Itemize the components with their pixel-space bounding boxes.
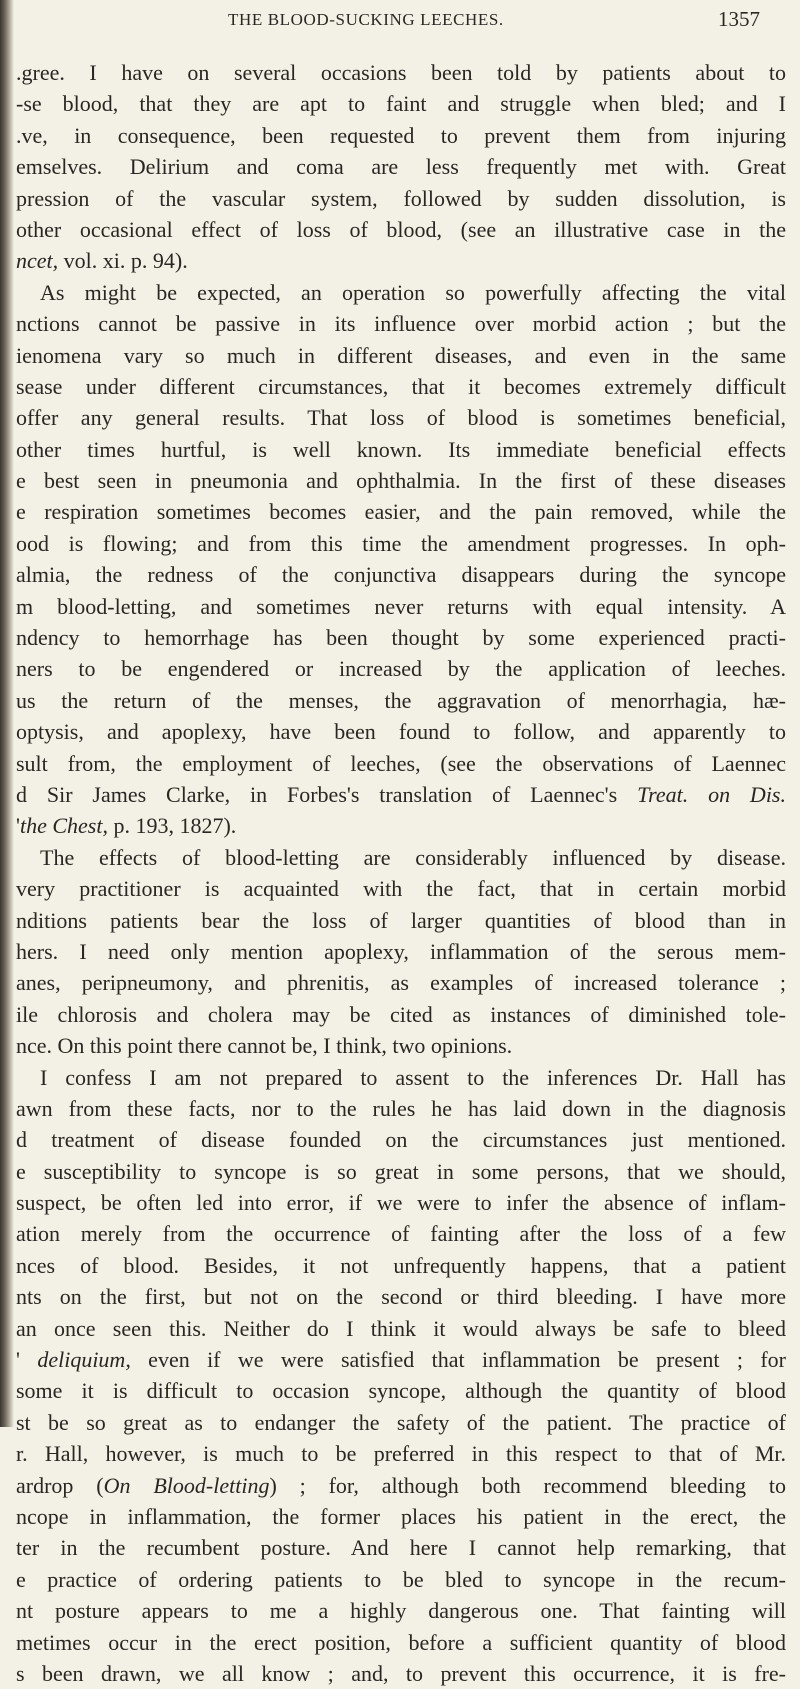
text-line: us the return of the menses, the aggravation of menorrhagia, hæ-: [16, 687, 786, 713]
text-line: .ve, in consequence, been requested to prevent them from injuring: [16, 122, 786, 148]
text-line: ood is flowing; and from this time the amendment progresses. In oph-: [16, 530, 786, 556]
text-line: nditions patients bear the loss of larger quantities of blood than in: [16, 907, 786, 933]
italic-title: On Blood-letting: [103, 1472, 270, 1498]
text-segment: ': [16, 1347, 38, 1373]
text-line: m blood-letting, and sometimes never returns with equal intensity. A: [16, 593, 786, 619]
text-segment: p. 193, 1827).: [107, 813, 237, 839]
text-line: The effects of blood-letting are considerably influenced by disease.: [40, 844, 786, 870]
text-line: nctions cannot be passive in its influence over morbid action ; but the: [16, 311, 786, 337]
text-line: emselves. Delirium and coma are less frequently met with. Great: [16, 154, 786, 180]
text-line: other times hurtful, is well known. Its immediate beneficial effects: [16, 436, 786, 462]
italic-title: the Chest,: [19, 813, 108, 839]
text-segment: ardrop (: [16, 1472, 104, 1498]
text-line: offer any general results. That loss of blood is sometimes beneficial,: [16, 405, 786, 431]
text-line: ners to be engendered or increased by the application of leeches.: [16, 656, 786, 682]
text-line: ile chlorosis and cholera may be cited as instances of diminished tole-: [16, 1001, 786, 1027]
text-line: r. Hall, however, is much to be preferred in this respect to that of Mr.: [16, 1441, 786, 1467]
text-line: [16, 810, 786, 841]
text-segment: ': [16, 813, 20, 839]
text-line: [16, 1470, 786, 1501]
text-line: almia, the redness of the conjunctiva disappears during the syncope: [16, 562, 786, 588]
italic-title: Treat. on Dis.: [637, 781, 786, 807]
text-line: e respiration sometimes becomes easier, and the pain removed, while the: [16, 499, 786, 525]
text-line: sease under different circumstances, that it becomes extremely difficult: [16, 373, 786, 399]
text-segment: even if we were satisfied that inflammation be present ; for: [130, 1347, 786, 1373]
text-line: nces of blood. Besides, it not unfrequently happens, that a patient: [16, 1252, 786, 1278]
text-line: ter in the recumbent posture. And here I cannot help remarking, that: [16, 1535, 786, 1561]
text-line: pression of the vascular system, followed by sudden dissolution, is: [16, 185, 786, 211]
running-title: THE BLOOD-SUCKING LEECHES.: [228, 10, 504, 29]
text-line: suspect, be often led into error, if we were to infer the absence of inflam-: [16, 1190, 786, 1216]
text-line: nce. On this point there cannot be, I think, two opinions.: [16, 1033, 513, 1059]
text-line: ncope in inflammation, the former places his patient in the erect, the: [16, 1503, 786, 1529]
text-line: very practitioner is acquainted with the fact, that in certain morbid: [16, 876, 786, 902]
text-line: e susceptibility to syncope is so great in some persons, that we should,: [16, 1158, 786, 1184]
text-line: I confess I am not prepared to assent to the inferences Dr. Hall has: [40, 1064, 786, 1090]
text-line: -se blood, that they are apt to faint and struggle when bled; and I: [16, 91, 786, 117]
text-line: hers. I need only mention apoplexy, inflammation of the serous mem-: [16, 938, 786, 964]
text-line: [16, 1344, 786, 1375]
text-line: e best seen in pneumonia and ophthalmia. In the first of these diseases: [16, 468, 786, 494]
italic-title: ncet,: [16, 248, 59, 274]
page-number: 1357: [718, 7, 760, 31]
body-text: [16, 57, 786, 1689]
text-line: some it is difficult to occasion syncope, although the quantity of blood: [16, 1378, 786, 1404]
text-line: nt posture appears to me a highly dangerous one. That fainting will: [16, 1598, 786, 1624]
text-line: d treatment of disease founded on the circumstances just mentioned.: [16, 1127, 786, 1153]
text-segment: ) ; for, although both recommend bleeding to: [269, 1472, 786, 1498]
text-line: e practice of ordering patients to be bled to syncope in the recum-: [16, 1566, 786, 1592]
text-line: st be so great as to endanger the safety of the patient. The practice of: [16, 1409, 786, 1435]
text-line: sult from, the employment of leeches, (see the observations of Laennec: [16, 750, 786, 776]
text-line: anes, peripneumony, and phrenitis, as examples of increased tolerance ;: [16, 970, 786, 996]
text-line: [16, 779, 786, 810]
text-line: [16, 245, 786, 276]
page-header: [0, 4, 800, 38]
text-line: nts on the first, but not on the second or third bleeding. I have more: [16, 1284, 786, 1310]
text-line: .gree. I have on several occasions been told by patients about to: [16, 60, 786, 85]
text-line: an once seen this. Neither do I think it would always be safe to bleed: [16, 1315, 786, 1341]
text-line: awn from these facts, nor to the rules he has laid down in the diagnosis: [16, 1095, 786, 1121]
text-line: s been drawn, we all know ; and, to prevent this occurrence, it is fre-: [16, 1660, 786, 1686]
text-line: metimes occur in the erect position, before a sufficient quantity of blood: [16, 1629, 786, 1655]
text-line: As might be expected, an operation so powerfully affecting the vital: [40, 279, 786, 305]
text-line: ation merely from the occurrence of fainting after the loss of a few: [16, 1221, 786, 1247]
text-line: ndency to hemorrhage has been thought by some experienced practi-: [16, 625, 786, 651]
text-line: optysis, and apoplexy, have been found to follow, and apparently to: [16, 719, 786, 745]
text-line: other occasional effect of loss of blood, (see an illustrative case in the: [16, 216, 786, 242]
text-line: ienomena vary so much in different diseases, and even in the same: [16, 342, 786, 368]
text-segment: vol. xi. p. 94).: [58, 248, 188, 274]
text-segment: d Sir James Clarke, in Forbes's translation of Laennec's: [16, 781, 638, 807]
italic-title: deliquium,: [37, 1347, 131, 1373]
